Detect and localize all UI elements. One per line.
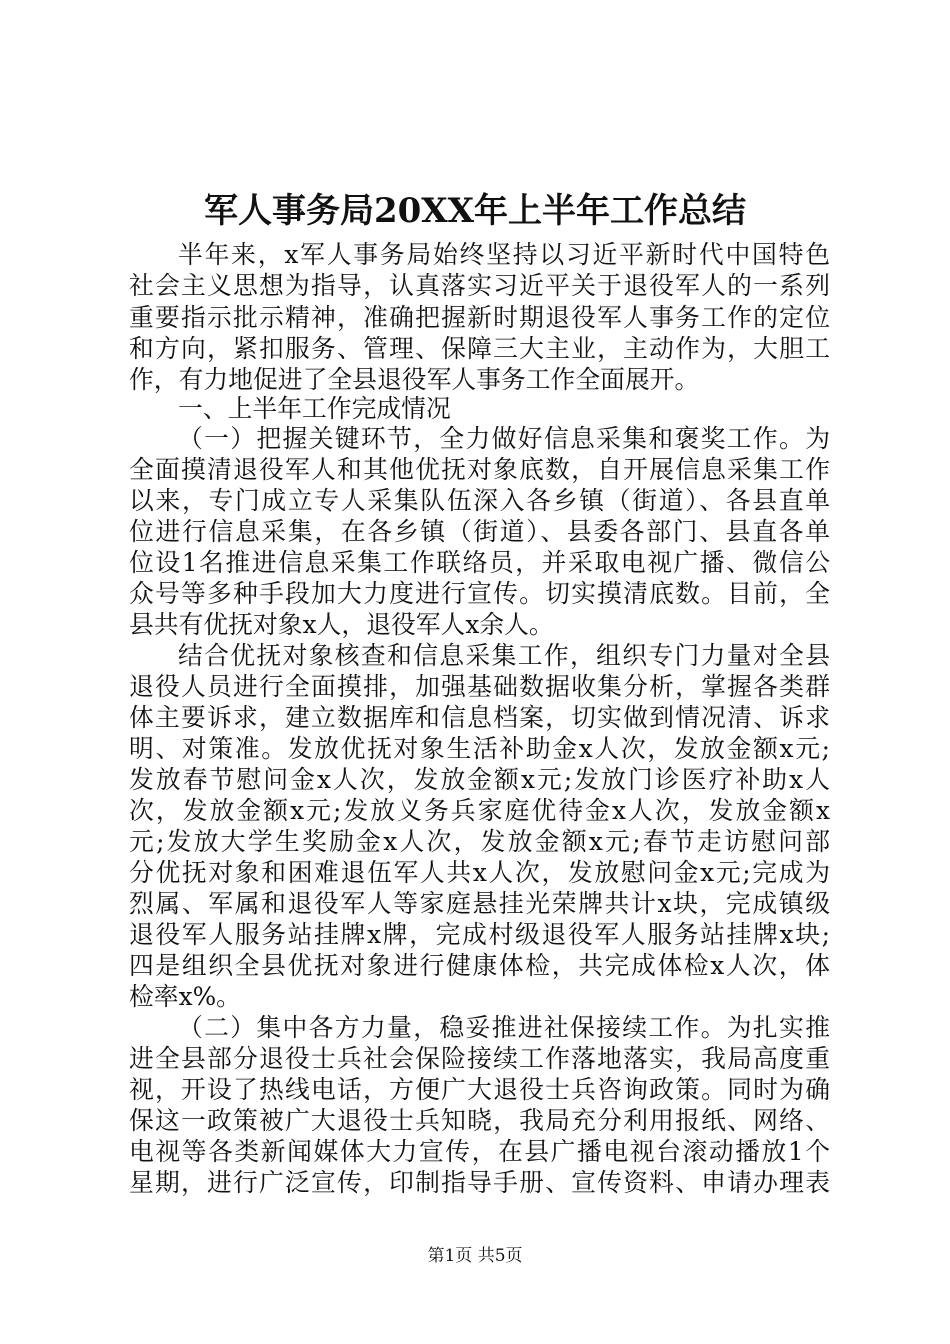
text-line: 星期，进行广泛宣传，印制指导手册、宣传资料、申请办理表: [129, 1168, 830, 1197]
text-line: 烈属、军属和退役军人等家庭悬挂光荣牌共计x块，完成镇级: [129, 889, 830, 918]
text-line: 明、对策准。发放优抚对象生活补助金x人次，发放金额x元;: [129, 734, 830, 763]
text-line: 次，发放金额x元;发放义务兵家庭优待金x人次，发放金额x: [129, 796, 830, 825]
text-line: 以来，专门成立专人采集队伍深入各乡镇（街道）、各县直单: [129, 486, 830, 515]
text-line: 县共有优抚对象x人，退役军人x余人。: [129, 610, 554, 639]
text-line: 保这一政策被广大退役士兵知晓，我局充分利用报纸、网络、: [129, 1106, 830, 1135]
text-line: 电视等各类新闻媒体大力宣传，在县广播电视台滚动播放1个: [129, 1137, 830, 1166]
text-line: 退役人员进行全面摸排，加强基础数据收集分析，掌握各类群: [129, 672, 830, 701]
text-line: 元;发放大学生奖励金x人次，发放金额x元;春节走访慰问部: [129, 827, 830, 856]
text-line: 分优抚对象和困难退伍军人共x人次，发放慰问金x元;完成为: [129, 858, 830, 887]
text-line: （一）把握关键环节，全力做好信息采集和褒奖工作。为: [178, 424, 830, 453]
text-line: 位进行信息采集，在各乡镇（街道）、县委各部门、县直各单: [129, 517, 830, 546]
text-line: 体主要诉求，建立数据库和信息档案，切实做到情况清、诉求: [129, 703, 830, 732]
section-heading: 一、上半年工作完成情况: [178, 394, 451, 423]
text-line: 作，有力地促进了全县退役军人事务工作全面展开。: [129, 365, 700, 394]
text-line: 社会主义思想为指导，认真落实习近平关于退役军人的一系列: [129, 271, 830, 300]
text-line: 退役军人服务站挂牌x牌，完成村级退役军人服务站挂牌x块;: [129, 920, 830, 949]
text-line: 结合优抚对象核查和信息采集工作，组织专门力量对全县: [178, 641, 830, 670]
text-line: 众号等多种手段加大力度进行宣传。切实摸清底数。目前，全: [129, 579, 830, 608]
text-line: 发放春节慰问金x人次，发放金额x元;发放门诊医疗补助x人: [129, 765, 830, 794]
text-line: （二）集中各方力量，稳妥推进社保接续工作。为扎实推: [178, 1013, 830, 1042]
text-line: 重要指示批示精神，准确把握新时期退役军人事务工作的定位: [129, 303, 830, 332]
text-line: 半年来，x军人事务局始终坚持以习近平新时代中国特色: [178, 240, 830, 269]
page-number-footer: 第1页 共5页: [427, 1246, 523, 1266]
text-line: 全面摸清退役军人和其他优抚对象底数，自开展信息采集工作: [129, 455, 830, 484]
text-line: 进全县部分退役士兵社会保险接续工作落地落实，我局高度重: [129, 1044, 830, 1073]
text-line: 视，开设了热线电话，方便广大退役士兵咨询政策。同时为确: [129, 1075, 830, 1104]
text-line: 检率x%。: [129, 982, 241, 1011]
text-line: 四是组织全县优抚对象进行健康体检，共完成体检x人次，体: [129, 951, 830, 980]
text-line: 和方向，紧扣服务、管理、保障三大主业，主动作为，大胆工: [129, 334, 830, 363]
text-line: 位设1名推进信息采集工作联络员，并采取电视广播、微信公: [129, 548, 830, 577]
document-title: 军人事务局20XX年上半年工作总结: [203, 191, 747, 231]
